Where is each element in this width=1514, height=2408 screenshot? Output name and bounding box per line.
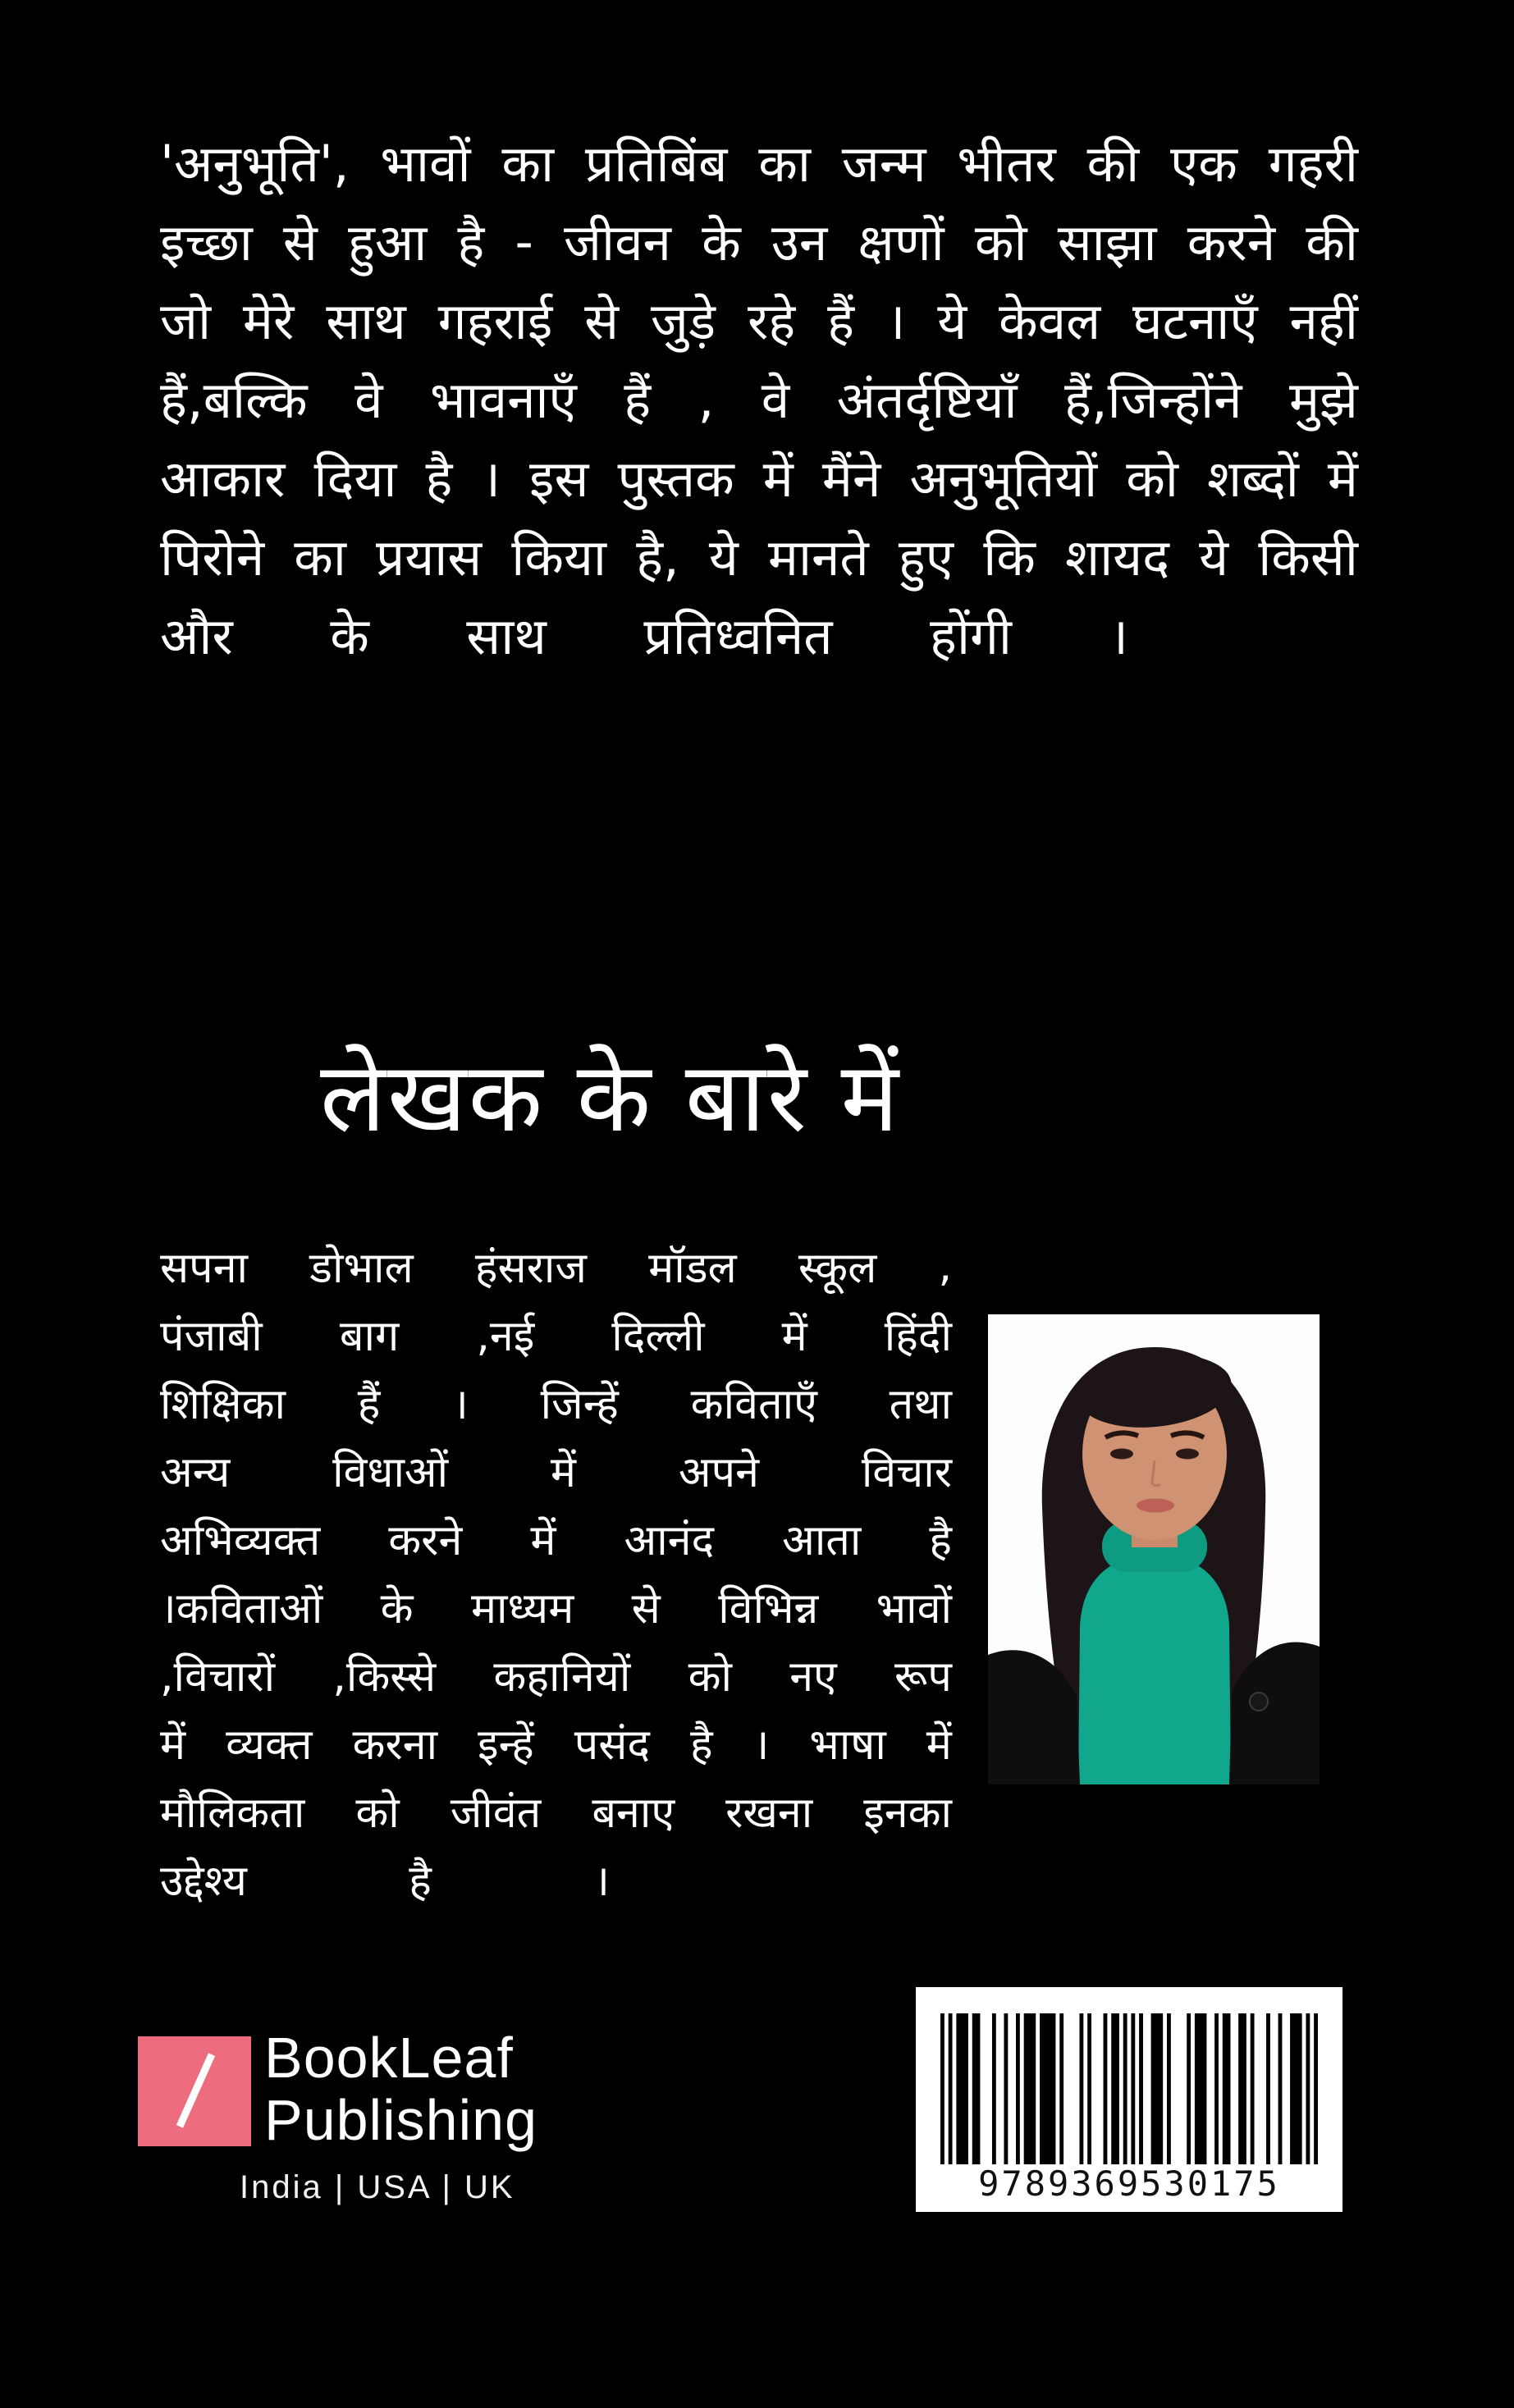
word: बाग bbox=[339, 1312, 400, 1361]
word: पसंद bbox=[574, 1720, 651, 1770]
text-line bbox=[160, 359, 1358, 438]
word: हैं bbox=[357, 1380, 381, 1429]
text-line bbox=[160, 1300, 952, 1368]
word: । bbox=[593, 1857, 610, 1906]
text-line bbox=[160, 1641, 952, 1709]
barcode-bars bbox=[940, 2013, 1318, 2164]
word: नहीं bbox=[1289, 291, 1358, 351]
bookleaf-logo-icon bbox=[138, 2036, 251, 2146]
word: में bbox=[160, 1720, 186, 1770]
word: के bbox=[702, 212, 741, 272]
word: 'अनुभूति', bbox=[160, 134, 350, 194]
word: प्रयास bbox=[375, 528, 483, 587]
word: अंतर्दृष्टियाँ bbox=[836, 370, 1018, 430]
word: में bbox=[1327, 449, 1358, 509]
word: नए bbox=[789, 1652, 837, 1702]
word: जो bbox=[160, 291, 212, 351]
word: डोभाल bbox=[309, 1244, 414, 1293]
author-portrait-graphic bbox=[988, 1314, 1320, 1784]
word: को bbox=[974, 212, 1027, 272]
word: शब्दों bbox=[1207, 449, 1299, 509]
word: ,नई bbox=[476, 1312, 535, 1361]
word: अन्य bbox=[160, 1448, 231, 1497]
word: पिरोने bbox=[160, 528, 265, 587]
word: - bbox=[515, 211, 533, 272]
word: से bbox=[282, 212, 318, 272]
word: करना bbox=[352, 1720, 438, 1770]
text-line bbox=[160, 1368, 952, 1437]
word: प्रतिध्वनित bbox=[643, 606, 833, 666]
about-author-heading: लेखक के बारे में bbox=[320, 1040, 901, 1154]
word: कि bbox=[983, 528, 1036, 587]
word: घटनाएँ bbox=[1132, 291, 1258, 351]
word: पुस्तक bbox=[617, 449, 734, 509]
word: करने bbox=[388, 1516, 463, 1565]
word: अपने bbox=[678, 1448, 759, 1497]
text-line bbox=[160, 281, 1358, 359]
word: हैं bbox=[624, 370, 652, 430]
word: इन्हें bbox=[478, 1720, 534, 1770]
author-photo bbox=[988, 1314, 1320, 1784]
word: मौलिकता bbox=[160, 1789, 305, 1838]
word: भाषा bbox=[809, 1720, 886, 1770]
word: आता bbox=[782, 1516, 862, 1565]
text-line bbox=[160, 517, 1358, 596]
word: का bbox=[501, 134, 555, 194]
word: के bbox=[330, 606, 369, 666]
word: की bbox=[1086, 134, 1140, 194]
word: है bbox=[457, 212, 485, 272]
word: आकार bbox=[160, 449, 286, 509]
word: मेरे bbox=[242, 291, 295, 351]
isbn-number: 9789369530175 bbox=[978, 2164, 1280, 2204]
text-line bbox=[160, 1232, 952, 1300]
word: की bbox=[1306, 212, 1358, 272]
word: के bbox=[380, 1584, 414, 1634]
word: जीवंत bbox=[450, 1789, 542, 1838]
word: जिन्हें bbox=[540, 1380, 619, 1429]
word: अनुभूतियों bbox=[909, 449, 1098, 509]
slash-icon bbox=[176, 2053, 215, 2127]
word: शायद bbox=[1064, 528, 1170, 587]
word: हैं,बल्कि bbox=[160, 370, 308, 430]
publisher-name-line1: BookLeaf bbox=[264, 2026, 514, 2090]
text-line bbox=[160, 202, 1358, 281]
word: से bbox=[631, 1584, 661, 1634]
word: दिल्ली bbox=[611, 1312, 705, 1361]
text-line bbox=[160, 1845, 610, 1913]
word: किया bbox=[511, 528, 606, 587]
word: सपना bbox=[160, 1244, 249, 1293]
word: । bbox=[452, 1380, 469, 1429]
word: । bbox=[1109, 606, 1128, 666]
word: रूप bbox=[894, 1652, 952, 1702]
word: शिक्षिका bbox=[160, 1380, 286, 1429]
word: । bbox=[885, 291, 906, 351]
word: साझा bbox=[1057, 212, 1157, 272]
word: स्कूल bbox=[798, 1244, 877, 1293]
word: को bbox=[688, 1652, 732, 1702]
word: में bbox=[530, 1516, 556, 1565]
word: का bbox=[758, 134, 811, 194]
publisher-regions: India | USA | UK bbox=[240, 2169, 515, 2205]
word: मैंने bbox=[821, 449, 881, 509]
text-line bbox=[160, 1709, 952, 1777]
word: जीवन bbox=[564, 212, 671, 272]
word: विभिन्न bbox=[718, 1584, 819, 1634]
word: भीतर bbox=[957, 134, 1056, 194]
word: प्रतिबिंब bbox=[584, 134, 728, 194]
word: कहानियों bbox=[493, 1652, 631, 1702]
word: विधाओं bbox=[332, 1448, 449, 1497]
word: रहे bbox=[747, 291, 796, 351]
text-line bbox=[160, 1573, 952, 1641]
word: साथ bbox=[466, 606, 547, 666]
word: में bbox=[762, 449, 794, 509]
book-blurb bbox=[160, 123, 1358, 674]
word: करने bbox=[1187, 212, 1276, 272]
word: , bbox=[698, 368, 715, 429]
word: पंजाबी bbox=[160, 1312, 263, 1361]
publisher-name-line2: Publishing bbox=[264, 2088, 537, 2152]
word: एक bbox=[1170, 134, 1237, 194]
word: मॉडल bbox=[648, 1244, 737, 1293]
word: ये bbox=[937, 291, 967, 351]
word: वे bbox=[354, 370, 383, 430]
word: , bbox=[938, 1241, 952, 1291]
text-line bbox=[160, 438, 1358, 517]
word: जुड़े bbox=[650, 291, 716, 351]
isbn-barcode bbox=[916, 1987, 1342, 2212]
word: है bbox=[425, 449, 453, 509]
word: होंगी bbox=[930, 606, 1012, 666]
author-bio bbox=[160, 1232, 952, 1913]
word: जन्म bbox=[841, 134, 926, 194]
word: उन bbox=[771, 212, 828, 272]
word: वे bbox=[761, 370, 790, 430]
word: हंसराज bbox=[474, 1244, 587, 1293]
word: इनका bbox=[863, 1789, 952, 1838]
word: साथ bbox=[326, 291, 406, 351]
word: भावों bbox=[380, 134, 471, 194]
word: हुआ bbox=[347, 212, 428, 272]
word: उद्देश्य bbox=[160, 1857, 247, 1906]
word: गहरी bbox=[1268, 134, 1358, 194]
word: आनंद bbox=[624, 1516, 715, 1565]
word: मुझे bbox=[1288, 370, 1358, 430]
word: है bbox=[409, 1857, 432, 1906]
word: में bbox=[550, 1448, 577, 1497]
word: किसी bbox=[1258, 528, 1358, 587]
word: को bbox=[1126, 449, 1178, 509]
word: रखना bbox=[725, 1789, 813, 1838]
text-line bbox=[160, 1437, 952, 1505]
text-line bbox=[160, 596, 1128, 674]
word: ये bbox=[1199, 528, 1229, 587]
word: गहराई bbox=[437, 291, 553, 351]
word: है bbox=[929, 1516, 952, 1565]
word: इस bbox=[529, 449, 589, 509]
word: माध्यम bbox=[470, 1584, 574, 1634]
word: हैं bbox=[827, 291, 855, 351]
word: मानते bbox=[767, 528, 869, 587]
word: इच्छा bbox=[160, 212, 253, 272]
word: दिया bbox=[313, 449, 397, 509]
word: और bbox=[160, 606, 233, 666]
word: । bbox=[481, 449, 501, 509]
word: भावनाएँ bbox=[429, 370, 577, 430]
word: केवल bbox=[999, 291, 1101, 351]
word: बनाए bbox=[592, 1789, 675, 1838]
word: ,किस्से bbox=[332, 1652, 437, 1702]
word: ।कविताओं bbox=[160, 1584, 323, 1634]
word: को bbox=[355, 1789, 400, 1838]
word: कविताएँ bbox=[690, 1380, 817, 1429]
word: है, bbox=[636, 528, 679, 587]
word: हुए bbox=[898, 528, 954, 587]
word: व्यक्त bbox=[226, 1720, 313, 1770]
word: है bbox=[689, 1720, 713, 1770]
text-line bbox=[160, 1505, 952, 1573]
word: हैं,जिन्होंने bbox=[1063, 370, 1242, 430]
word: अभिव्यक्त bbox=[160, 1516, 321, 1565]
word: से bbox=[584, 291, 620, 351]
publisher-name bbox=[264, 2026, 537, 2151]
word: ,विचारों bbox=[160, 1652, 276, 1702]
word: हिंदी bbox=[884, 1312, 952, 1361]
text-line bbox=[160, 123, 1358, 202]
word: विचार bbox=[861, 1448, 952, 1497]
word: भावों bbox=[876, 1584, 952, 1634]
word: । bbox=[752, 1720, 770, 1770]
word: का bbox=[294, 528, 346, 587]
word: ये bbox=[708, 528, 739, 587]
text-line bbox=[160, 1777, 952, 1845]
word: में bbox=[781, 1312, 807, 1361]
word: क्षणों bbox=[858, 212, 945, 272]
word: में bbox=[926, 1720, 952, 1770]
word: तथा bbox=[889, 1380, 952, 1429]
